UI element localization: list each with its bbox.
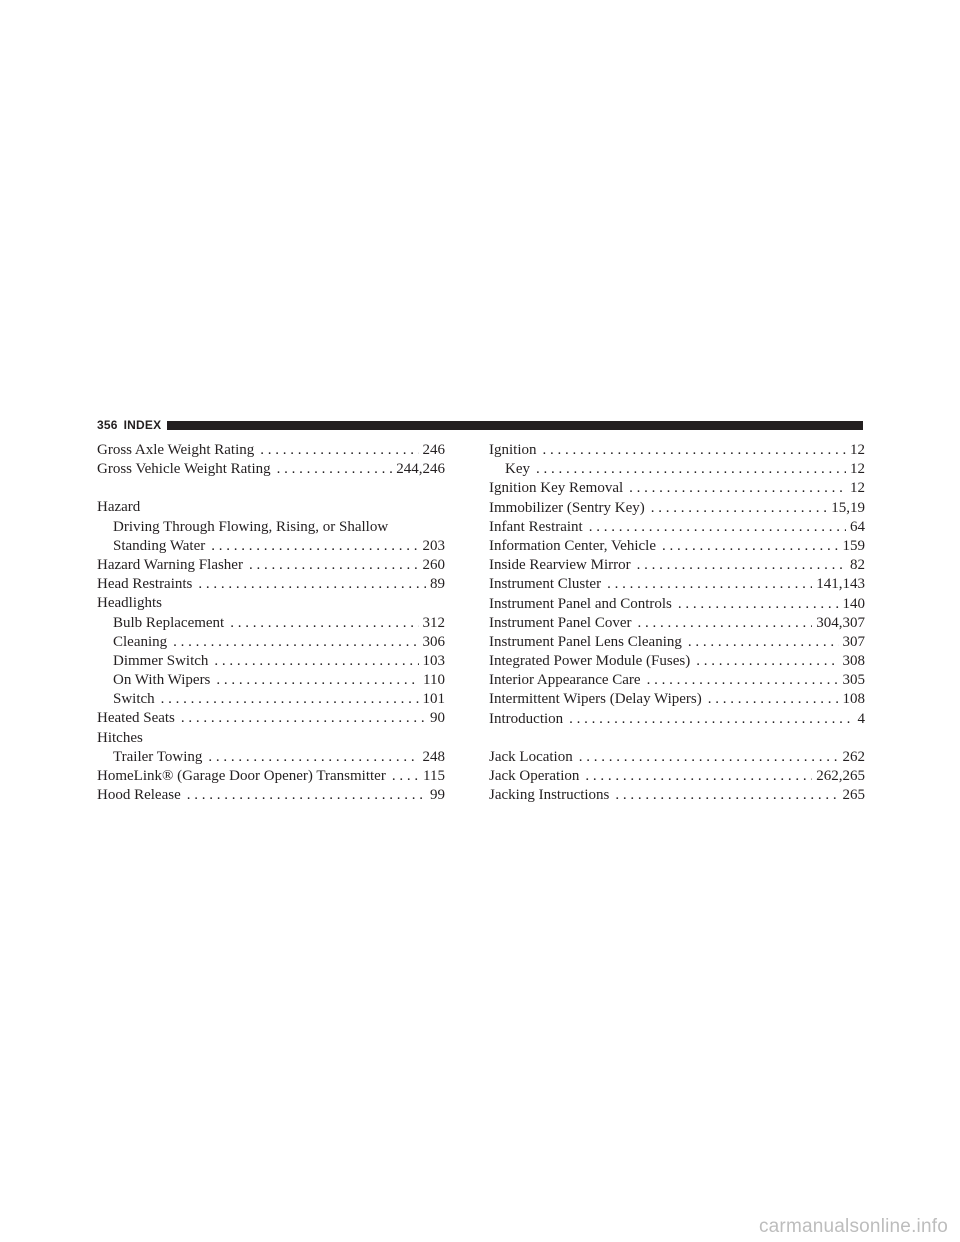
leader-dots	[392, 767, 419, 786]
entry-label: Introduction	[489, 710, 564, 727]
index-heading: Headlights	[97, 595, 162, 612]
leader-dots	[708, 690, 839, 709]
leader-dots	[678, 595, 839, 614]
entry-label: Gross Vehicle Weight Rating	[97, 461, 271, 478]
leader-dots	[173, 633, 418, 652]
entry-page: 89	[430, 576, 445, 593]
index-subentry	[97, 614, 445, 633]
index-entry	[489, 652, 865, 671]
header-text	[97, 418, 161, 432]
index-entry	[97, 575, 445, 594]
leader-dots	[181, 709, 426, 728]
index-subentry	[97, 748, 445, 767]
index-entry	[97, 786, 445, 805]
leader-dots	[543, 441, 847, 460]
entry-page: 246	[422, 442, 445, 458]
entry-page: 12	[850, 480, 865, 497]
entry-page: 308	[842, 653, 865, 670]
entry-label: Ignition Key Removal	[489, 480, 624, 497]
entry-label: Instrument Panel Lens Cleaning	[489, 633, 682, 650]
entry-label: Heated Seats	[97, 710, 175, 727]
entry-label: Dimmer Switch	[113, 652, 209, 669]
entry-page: 103	[422, 652, 445, 669]
leader-dots	[249, 556, 419, 575]
entry-label: Hazard Warning Flasher	[97, 556, 243, 573]
leader-dots	[230, 614, 418, 633]
entry-label: Infant Restraint	[489, 518, 583, 535]
entry-label: Intermittent Wipers (Delay Wipers)	[489, 691, 702, 708]
index-group-j	[489, 748, 865, 806]
entry-page: 82	[850, 557, 865, 574]
leader-dots	[589, 518, 846, 537]
entry-page: 312	[422, 614, 445, 631]
entry-page: 141,143	[816, 576, 865, 593]
index-group-i	[489, 441, 865, 729]
leader-dots	[637, 556, 846, 575]
entry-page: 108	[842, 691, 865, 708]
index-entry	[97, 441, 445, 460]
index-entry	[489, 614, 865, 633]
entry-label: Trailer Towing	[113, 748, 203, 765]
header-rule	[167, 421, 863, 430]
index-subentry	[97, 537, 445, 556]
entry-page: 307	[842, 633, 865, 650]
entry-page: 306	[422, 633, 445, 650]
leader-dots	[585, 767, 812, 786]
leader-dots	[214, 652, 418, 671]
index-entry	[489, 748, 865, 767]
leader-dots	[211, 537, 418, 556]
entry-page: 4	[857, 710, 865, 727]
leader-dots	[579, 748, 839, 767]
index-entry	[489, 518, 865, 537]
index-entry	[489, 537, 865, 556]
entry-label: Interior Appearance Care	[489, 672, 641, 689]
leader-dots	[615, 786, 838, 805]
section-gap	[97, 479, 445, 498]
entry-page: 12	[850, 461, 865, 478]
leader-dots	[208, 748, 418, 767]
index-entry	[489, 690, 865, 709]
entry-label: On With Wipers	[113, 672, 211, 689]
entry-page: 140	[842, 595, 865, 612]
index-subentry	[97, 652, 445, 671]
leader-dots	[647, 671, 839, 690]
entry-label: Hood Release	[97, 787, 181, 804]
section-title: INDEX	[123, 418, 162, 432]
entry-label: Bulb Replacement	[113, 614, 225, 631]
section-gap	[489, 729, 865, 748]
leader-dots	[651, 499, 827, 518]
entry-label: Jack Location	[489, 748, 573, 765]
entry-page: 64	[850, 518, 865, 535]
entry-label: Cleaning	[113, 633, 168, 650]
page-header	[97, 418, 863, 432]
index-entry	[489, 710, 865, 729]
entry-page: 305	[842, 672, 865, 689]
entry-label: Jacking Instructions	[489, 787, 610, 804]
entry-page: 244,246	[396, 461, 445, 478]
entry-page: 265	[842, 787, 865, 804]
entry-label: Instrument Cluster	[489, 576, 602, 593]
index-entry	[489, 595, 865, 614]
entry-label: Standing Water	[113, 537, 206, 554]
entry-label: Information Center, Vehicle	[489, 537, 656, 554]
leader-dots	[569, 710, 853, 729]
index-entry	[489, 479, 865, 498]
index-column-right	[489, 441, 865, 805]
leader-dots	[637, 614, 812, 633]
index-heading: Hitches	[97, 729, 143, 746]
entry-label: HomeLink® (Garage Door Opener) Transmitter	[97, 768, 386, 784]
index-entry	[489, 786, 865, 805]
leader-dots	[536, 460, 846, 479]
index-entry	[97, 556, 445, 575]
index-entry	[97, 767, 445, 786]
index-entry	[489, 441, 865, 460]
leader-dots	[187, 786, 426, 805]
leader-dots	[277, 460, 393, 479]
index-entry	[489, 767, 865, 786]
leader-dots	[696, 652, 838, 671]
leader-dots	[607, 575, 812, 594]
leader-dots	[688, 633, 839, 652]
index-subentry	[97, 633, 445, 652]
entry-label: Instrument Panel and Controls	[489, 595, 672, 612]
index-entry	[489, 499, 865, 518]
entry-page: 12	[850, 442, 865, 458]
entry-label: Switch	[113, 691, 155, 708]
entry-page: 110	[423, 672, 445, 689]
index-entry	[489, 671, 865, 690]
entry-page: 262	[842, 748, 865, 765]
entry-label: Immobilizer (Sentry Key)	[489, 499, 645, 516]
entry-label: Head Restraints	[97, 576, 193, 593]
entry-page: 115	[423, 768, 445, 784]
watermark-text: carmanualsonline.info	[758, 1216, 948, 1237]
entry-label: Key	[505, 461, 530, 478]
leader-dots	[260, 441, 418, 460]
index-entry	[97, 460, 445, 479]
entry-page: 262,265	[816, 768, 865, 784]
entry-label: Jack Operation	[489, 768, 580, 784]
index-heading: Hazard	[97, 499, 141, 516]
entry-page: 15,19	[831, 499, 865, 516]
leader-dots	[161, 690, 419, 709]
leader-dots	[662, 537, 839, 556]
index-column-left	[97, 441, 445, 805]
entry-page: 260	[422, 556, 445, 573]
entry-label: Gross Axle Weight Rating	[97, 442, 255, 458]
index-entry	[489, 575, 865, 594]
index-subentry	[489, 460, 865, 479]
leader-dots	[629, 479, 846, 498]
index-subentry-text: Driving Through Flowing, Rising, or Shallow	[113, 518, 389, 535]
index-entry	[489, 633, 865, 652]
leader-dots	[198, 575, 426, 594]
leader-dots	[216, 671, 419, 690]
entry-label: Inside Rearview Mirror	[489, 557, 631, 574]
entry-page: 203	[422, 537, 445, 554]
index-entry	[97, 709, 445, 728]
entry-label: Integrated Power Module (Fuses)	[489, 653, 691, 670]
entry-page: 101	[422, 691, 445, 708]
index-subentry	[97, 690, 445, 709]
index-entry	[489, 556, 865, 575]
entry-page: 248	[422, 748, 445, 765]
entry-page: 304,307	[816, 614, 865, 631]
entry-label: Ignition	[489, 442, 537, 458]
entry-label: Instrument Panel Cover	[489, 614, 632, 631]
entry-page: 99	[430, 787, 445, 804]
page-number: 356	[97, 418, 118, 432]
entry-page: 90	[430, 710, 445, 727]
index-subentry	[97, 671, 445, 690]
entry-page: 159	[842, 537, 865, 554]
